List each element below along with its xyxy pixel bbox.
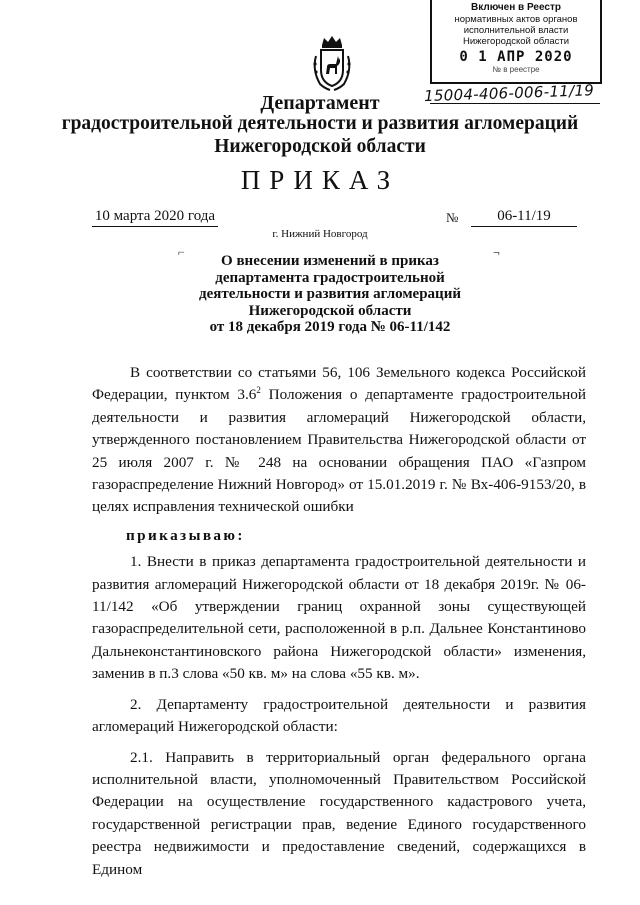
- title-line-2: департамента градостроительной: [215, 269, 445, 286]
- stamp-line-4: Нижегородской области: [462, 36, 570, 47]
- stamp-line-1: Включен в Реестр: [471, 2, 561, 13]
- stamp-line-3: исполнительной власти: [463, 25, 569, 36]
- item-2-paragraph: 2. Департаменту градостроительной деятельности и развития агломераций Нижегородской области:: [92, 695, 586, 736]
- document-number: 06-11/19: [471, 208, 577, 227]
- order-word: приказываю:: [126, 526, 245, 544]
- preamble-paragraph: [92, 362, 586, 519]
- document-body: [92, 362, 586, 881]
- stamp-date: 0 1 АПР 2020: [459, 49, 573, 65]
- stamp-line-2: нормативных актов органов: [454, 14, 578, 25]
- title-corner-right: ¬: [493, 245, 500, 259]
- preamble-part-1: В соответствии со статьями 56, 106 Земельного кодекса Российской Федерации, пунктом 3.6: [92, 364, 586, 404]
- nizhny-novgorod-coat-of-arms-icon: [310, 34, 354, 92]
- document-city: г. Нижний Новгород: [272, 228, 368, 240]
- preamble-part-2: Положения о департаменте градостроительной деятельности и развития агломераций Нижегородской области, утвержденного постановлением Правительства Нижегородской области от 25 июля 2007 г. № 248 на основании обращения ПАО «Газпром газораспределение Нижний Новгород» от 15.01.2019 г. № Вх-406-9153/20, в целях исправления технической ошибки: [92, 386, 586, 516]
- title-line-5: от 18 декабря 2019 года № 06-11/142: [209, 319, 451, 335]
- item-2-1-paragraph: 2.1. Направить в территориальный орган федерального органа исполнительной власти, уполномоченный Правительством Российской Федерации на осуществление государственного кадастрового учета, государственной регистрации прав, ведение Единого государственного реестра недвижимости и предоставление сведений, содержащихся в Едином: [92, 748, 586, 878]
- title-line-1: О внесении изменений в приказ: [221, 253, 439, 269]
- stamp-registry-number: 15004-406-006-11/19: [423, 81, 595, 106]
- document-type: ПРИКАЗ: [240, 165, 400, 195]
- region-name: Нижегородской области: [214, 136, 426, 157]
- stamp-registry-label: № в реестре: [492, 65, 540, 74]
- document-title: [160, 253, 500, 336]
- preamble-superscript: 2: [256, 385, 261, 396]
- title-line-4: Нижегородской области: [248, 302, 412, 319]
- registry-stamp: [430, 0, 602, 84]
- department-full-name: градостроительной деятельности и развития агломераций: [61, 113, 579, 134]
- document-date: 10 марта 2020 года: [92, 208, 218, 227]
- document-number-label: №: [446, 210, 459, 225]
- department-heading: Департамент: [260, 92, 380, 114]
- title-line-3: деятельности и развития агломераций: [198, 286, 461, 302]
- item-1-paragraph: 1. Внести в приказ департамента градостроительной деятельности и развития агломераций Нижегородской области от 18 декабря 2019г. № 06-11/142 «Об утверждении границ охранной зоны существующей газораспределительной сети, расположенной в р.п. Дальнее Константиново Дальнеконстантиновского района Нижегородской области» изменения, заменив в п.3 слова «50 кв. м» на слова «55 кв. м».: [92, 553, 586, 683]
- title-corner-left: ⌐: [178, 245, 185, 259]
